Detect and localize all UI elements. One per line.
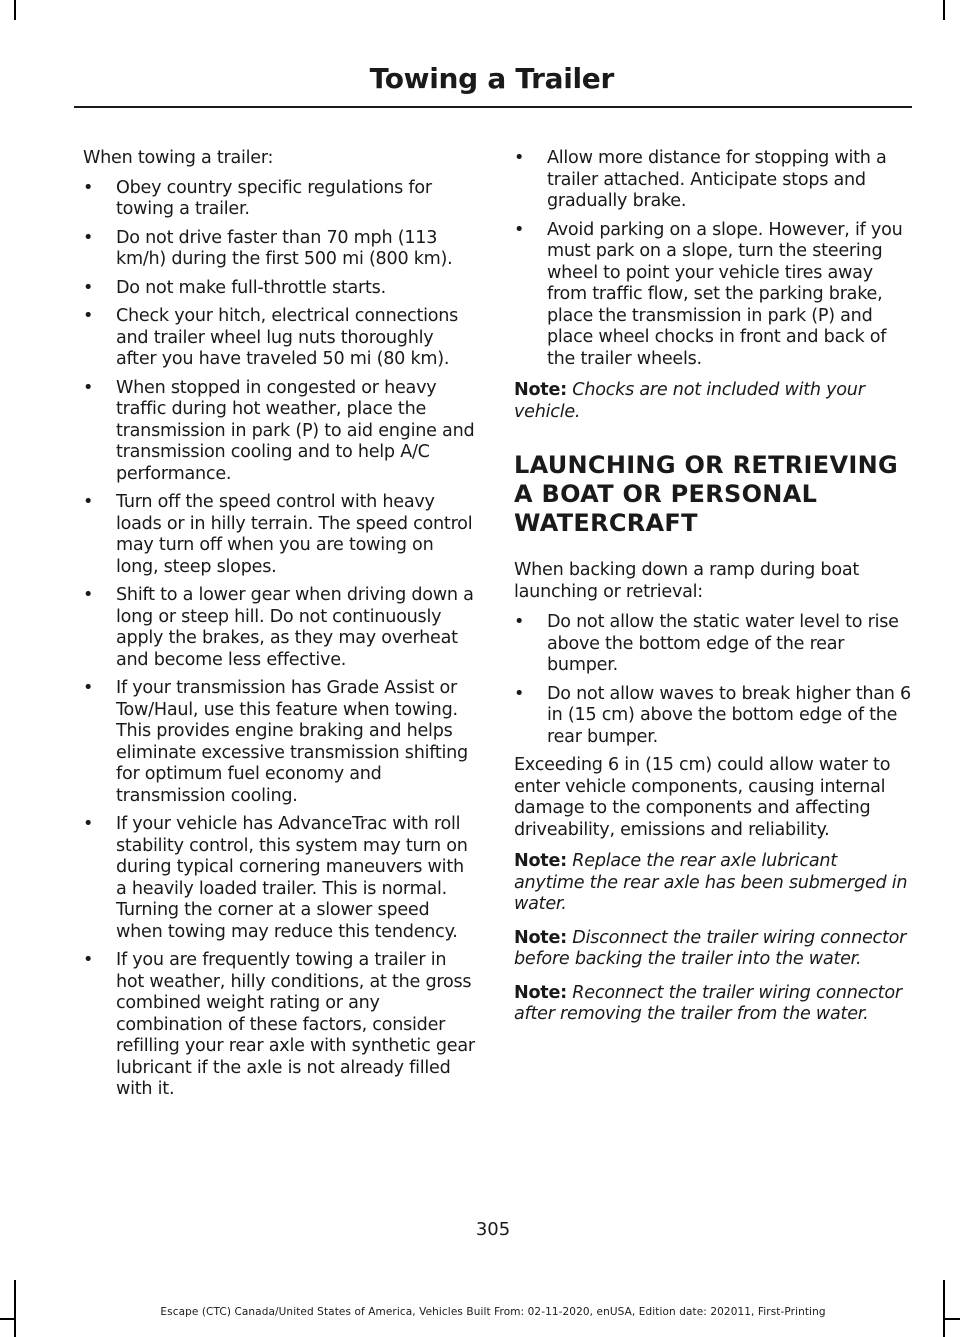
- list-item: • When stopped in congested or heavy traffic during hot weather, place the transmission in park (P) to aid engine and transmission cooling and to help A/C performance.: [83, 377, 475, 484]
- towing-tips-list: [83, 178, 478, 1101]
- bullet-icon: •: [83, 277, 94, 298]
- crop-mark-top-right: [943, 0, 945, 20]
- section-heading: LAUNCHING OR RETRIEVING A BOAT OR PERSONAL WATERCRAFT: [514, 451, 898, 537]
- bullet-icon: •: [83, 492, 94, 512]
- bullet-icon: •: [83, 227, 94, 248]
- crop-mark-bottom-left-h: [0, 1318, 16, 1320]
- boat-launch-list: [514, 612, 912, 748]
- bullet-icon: •: [83, 678, 94, 698]
- bullet-icon: •: [514, 683, 525, 704]
- list-item: • If your transmission has Grade Assist or Tow/Haul, use this feature when towing. This provides engine braking and helps eliminate excessive transmission shifting for optimum fuel economy and transmission cooling.: [83, 678, 468, 806]
- note-disconnect-wiring: Note: Disconnect the trailer wiring connector before backing the trailer into the water.: [514, 927, 907, 969]
- bullet-icon: •: [83, 177, 94, 198]
- list-item: • Obey country specific regulations for towing a trailer.: [83, 177, 432, 219]
- bullet-icon: •: [83, 814, 94, 834]
- bullet-icon: •: [514, 612, 525, 632]
- header-rule: [74, 106, 912, 108]
- list-item: • Do not allow the static water level to rise above the bottom edge of the rear bumper.: [514, 612, 899, 675]
- page-number: 305: [475, 1219, 511, 1240]
- bullet-icon: •: [514, 219, 525, 240]
- water-warning-paragraph: Exceeding 6 in (15 cm) could allow water to enter vehicle components, causing internal damage to the components and affecting driveability, emissions and reliability.: [514, 755, 891, 840]
- bullet-icon: •: [83, 306, 94, 326]
- note-reconnect-wiring: Note: Reconnect the trailer wiring connector after removing the trailer from the water.: [514, 982, 902, 1024]
- list-item: • If your vehicle has AdvanceTrac with roll stability control, this system may turn on during typical cornering maneuvers with a heavily loaded trailer. This is normal. Turning the corner at a slower speed when towing may reduce this tendency.: [83, 814, 468, 942]
- page-title: Towing a Trailer: [369, 62, 614, 95]
- list-item: • Do not allow waves to break higher than 6 in (15 cm) above the bottom edge of the rear bumper.: [514, 683, 911, 747]
- right-column: [514, 148, 912, 1038]
- bullet-icon: •: [83, 377, 94, 398]
- bullet-icon: •: [83, 585, 94, 605]
- towing-intro: When towing a trailer:: [83, 148, 274, 168]
- towing-tips-list-continued: [514, 148, 912, 370]
- list-item: • Shift to a lower gear when driving down a long or steep hill. Do not continuously apply the brakes, as they may overheat and become less effective.: [83, 585, 474, 670]
- footer: Escape (CTC) Canada/United States of America, Vehicles Built From: 02-11-2020, enUSA, Edition date: 202011, First-Printing: [160, 1306, 826, 1318]
- list-item: • If you are frequently towing a trailer in hot weather, hilly conditions, at the gross combined weight rating or any combination of these factors, consider refilling your rear axle with synthetic gear lubricant if the axle is not already filled with it.: [83, 950, 475, 1099]
- list-item: • Check your hitch, electrical connections and trailer wheel lug nuts thoroughly after you have traveled 50 mi (80 km).: [83, 306, 459, 369]
- list-item: • Do not make full-throttle starts.: [83, 277, 386, 298]
- list-item: • Turn off the speed control with heavy loads or in hilly terrain. The speed control may turn off when you are towing on long, steep slopes.: [83, 492, 473, 577]
- note-axle-lubricant: Note: Replace the rear axle lubricant anytime the rear axle has been submerged in water.: [514, 851, 908, 914]
- crop-mark-top-left: [14, 0, 16, 20]
- bullet-icon: •: [83, 950, 94, 970]
- list-item: • Do not drive faster than 70 mph (113 km/h) during the first 500 mi (800 km).: [83, 227, 453, 269]
- note-chocks: Note: Chocks are not included with your vehicle.: [514, 380, 865, 422]
- crop-mark-bottom-right-h: [943, 1318, 960, 1320]
- section-intro: When backing down a ramp during boat launching or retrieval:: [514, 560, 860, 602]
- list-item: • Allow more distance for stopping with a trailer attached. Anticipate stops and gradually brake.: [514, 148, 887, 211]
- bullet-icon: •: [514, 148, 525, 168]
- left-column: [83, 148, 478, 1108]
- list-item: • Avoid parking on a slope. However, if you must park on a slope, turn the steering wheel to point your vehicle tires away from traffic flow, set the parking brake, place the transmission in park (P) and place wheel chocks in front and back of the trailer wheels.: [514, 219, 903, 369]
